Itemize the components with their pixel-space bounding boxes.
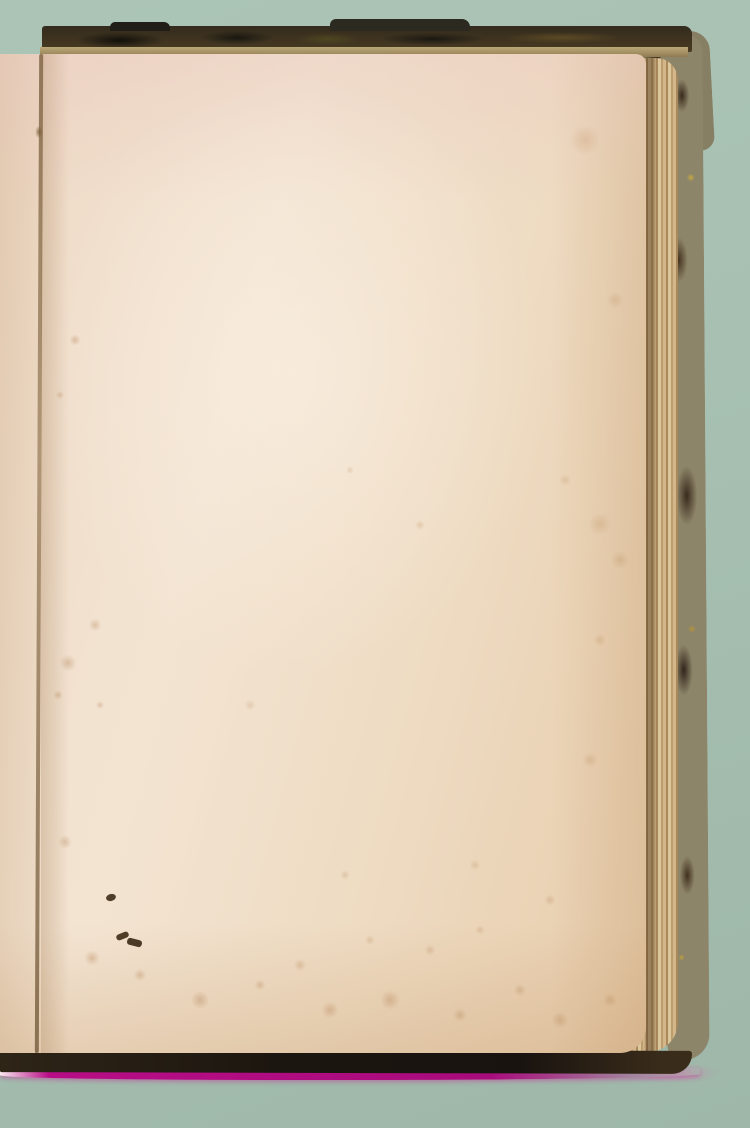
- book-page: [0, 54, 646, 1053]
- margin-ink-scrawl: [126, 937, 142, 947]
- gutter-shadow: [41, 54, 69, 1053]
- binding-wear-bump: [110, 22, 170, 31]
- gutter-crease-knot: [34, 124, 44, 140]
- binding-wear-bump: [330, 19, 470, 31]
- margin-ink-dot: [105, 893, 116, 902]
